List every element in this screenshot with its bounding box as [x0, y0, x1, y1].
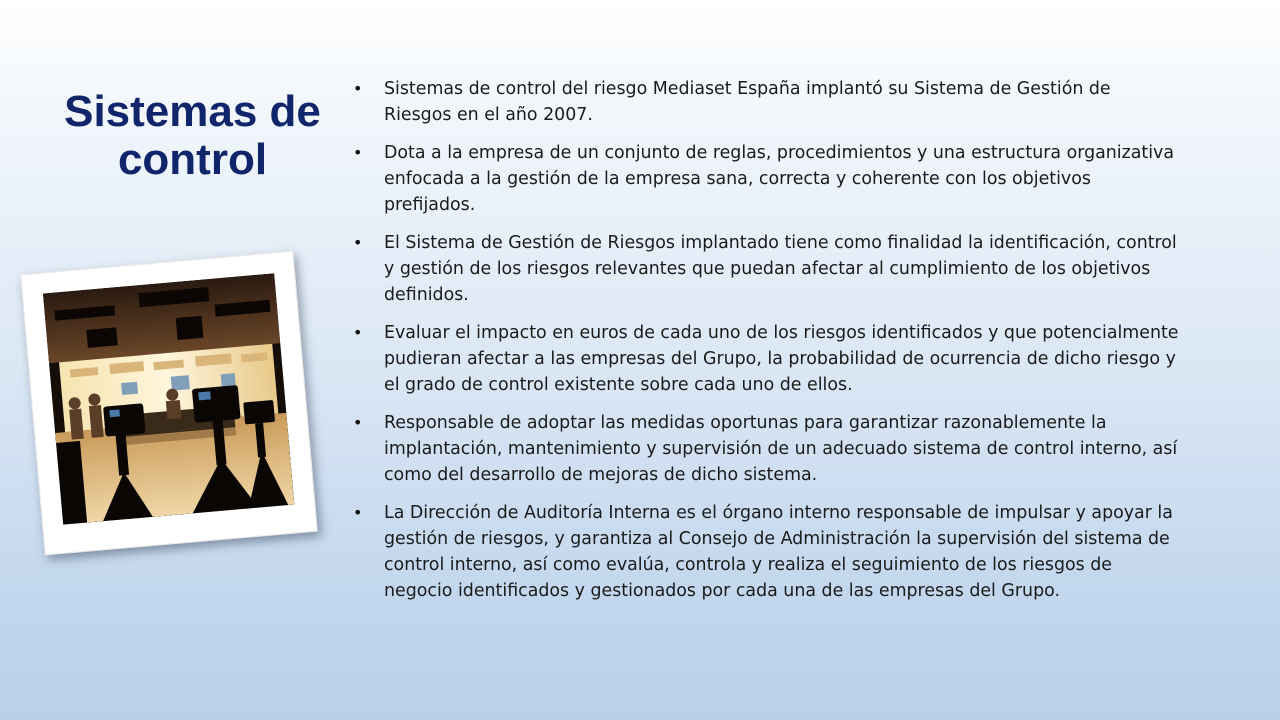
bullet-text: Sistemas de control del riesgo Mediaset España implantó su Sistema de Gestión de Riesgos en el año 2007.	[384, 79, 1111, 125]
slide-title: Sistemas de control	[64, 87, 321, 184]
bullet-item	[353, 140, 1183, 218]
bullet-text: La Dirección de Auditoría Interna es el órgano interno responsable de impulsar y apoyar la gestión de riesgos, y garantiza al Consejo de Administración la supervisión del sistema de control interno, así como evalúa, controla y realiza el seguimiento de los riesgos de negocio identificados y gestionados por cada una de las empresas del Grupo.	[384, 503, 1173, 601]
bullet-item	[353, 230, 1183, 308]
bullet-marker: •	[353, 503, 363, 522]
bullet-marker: •	[353, 323, 363, 342]
bullet-marker: •	[353, 143, 363, 162]
bullet-text: Responsable de adoptar las medidas oportunas para garantizar razonablemente la implantación, mantenimiento y supervisión de un adecuado sistema de control interno, así como del desarrollo de mejoras de dicho sistema.	[384, 413, 1178, 485]
tv-studio-photo	[43, 273, 294, 524]
bullet-marker: •	[353, 233, 363, 252]
bullet-item	[353, 500, 1183, 604]
photo-frame	[20, 251, 318, 556]
bullet-text: Evaluar el impacto en euros de cada uno de los riesgos identificados y que potencialmente pudieran afectar a las empresas del Grupo, la probabilidad de ocurrencia de dicho riesgo y el grado de control existente sobre cada uno de ellos.	[384, 323, 1179, 395]
bullet-marker: •	[353, 413, 363, 432]
bullet-marker: •	[353, 79, 363, 98]
bullet-item	[353, 320, 1183, 398]
bullet-item	[353, 410, 1183, 488]
bullet-text: Dota a la empresa de un conjunto de reglas, procedimientos y una estructura organizativa enfocada a la gestión de la empresa sana, correcta y coherente con los objetivos prefijados.	[384, 143, 1174, 215]
bullet-item	[353, 76, 1183, 128]
bullet-list	[353, 76, 1183, 616]
bullet-text: El Sistema de Gestión de Riesgos implantado tiene como finalidad la identificación, control y gestión de los riesgos relevantes que puedan afectar al cumplimiento de los objetivos definidos.	[384, 233, 1177, 305]
